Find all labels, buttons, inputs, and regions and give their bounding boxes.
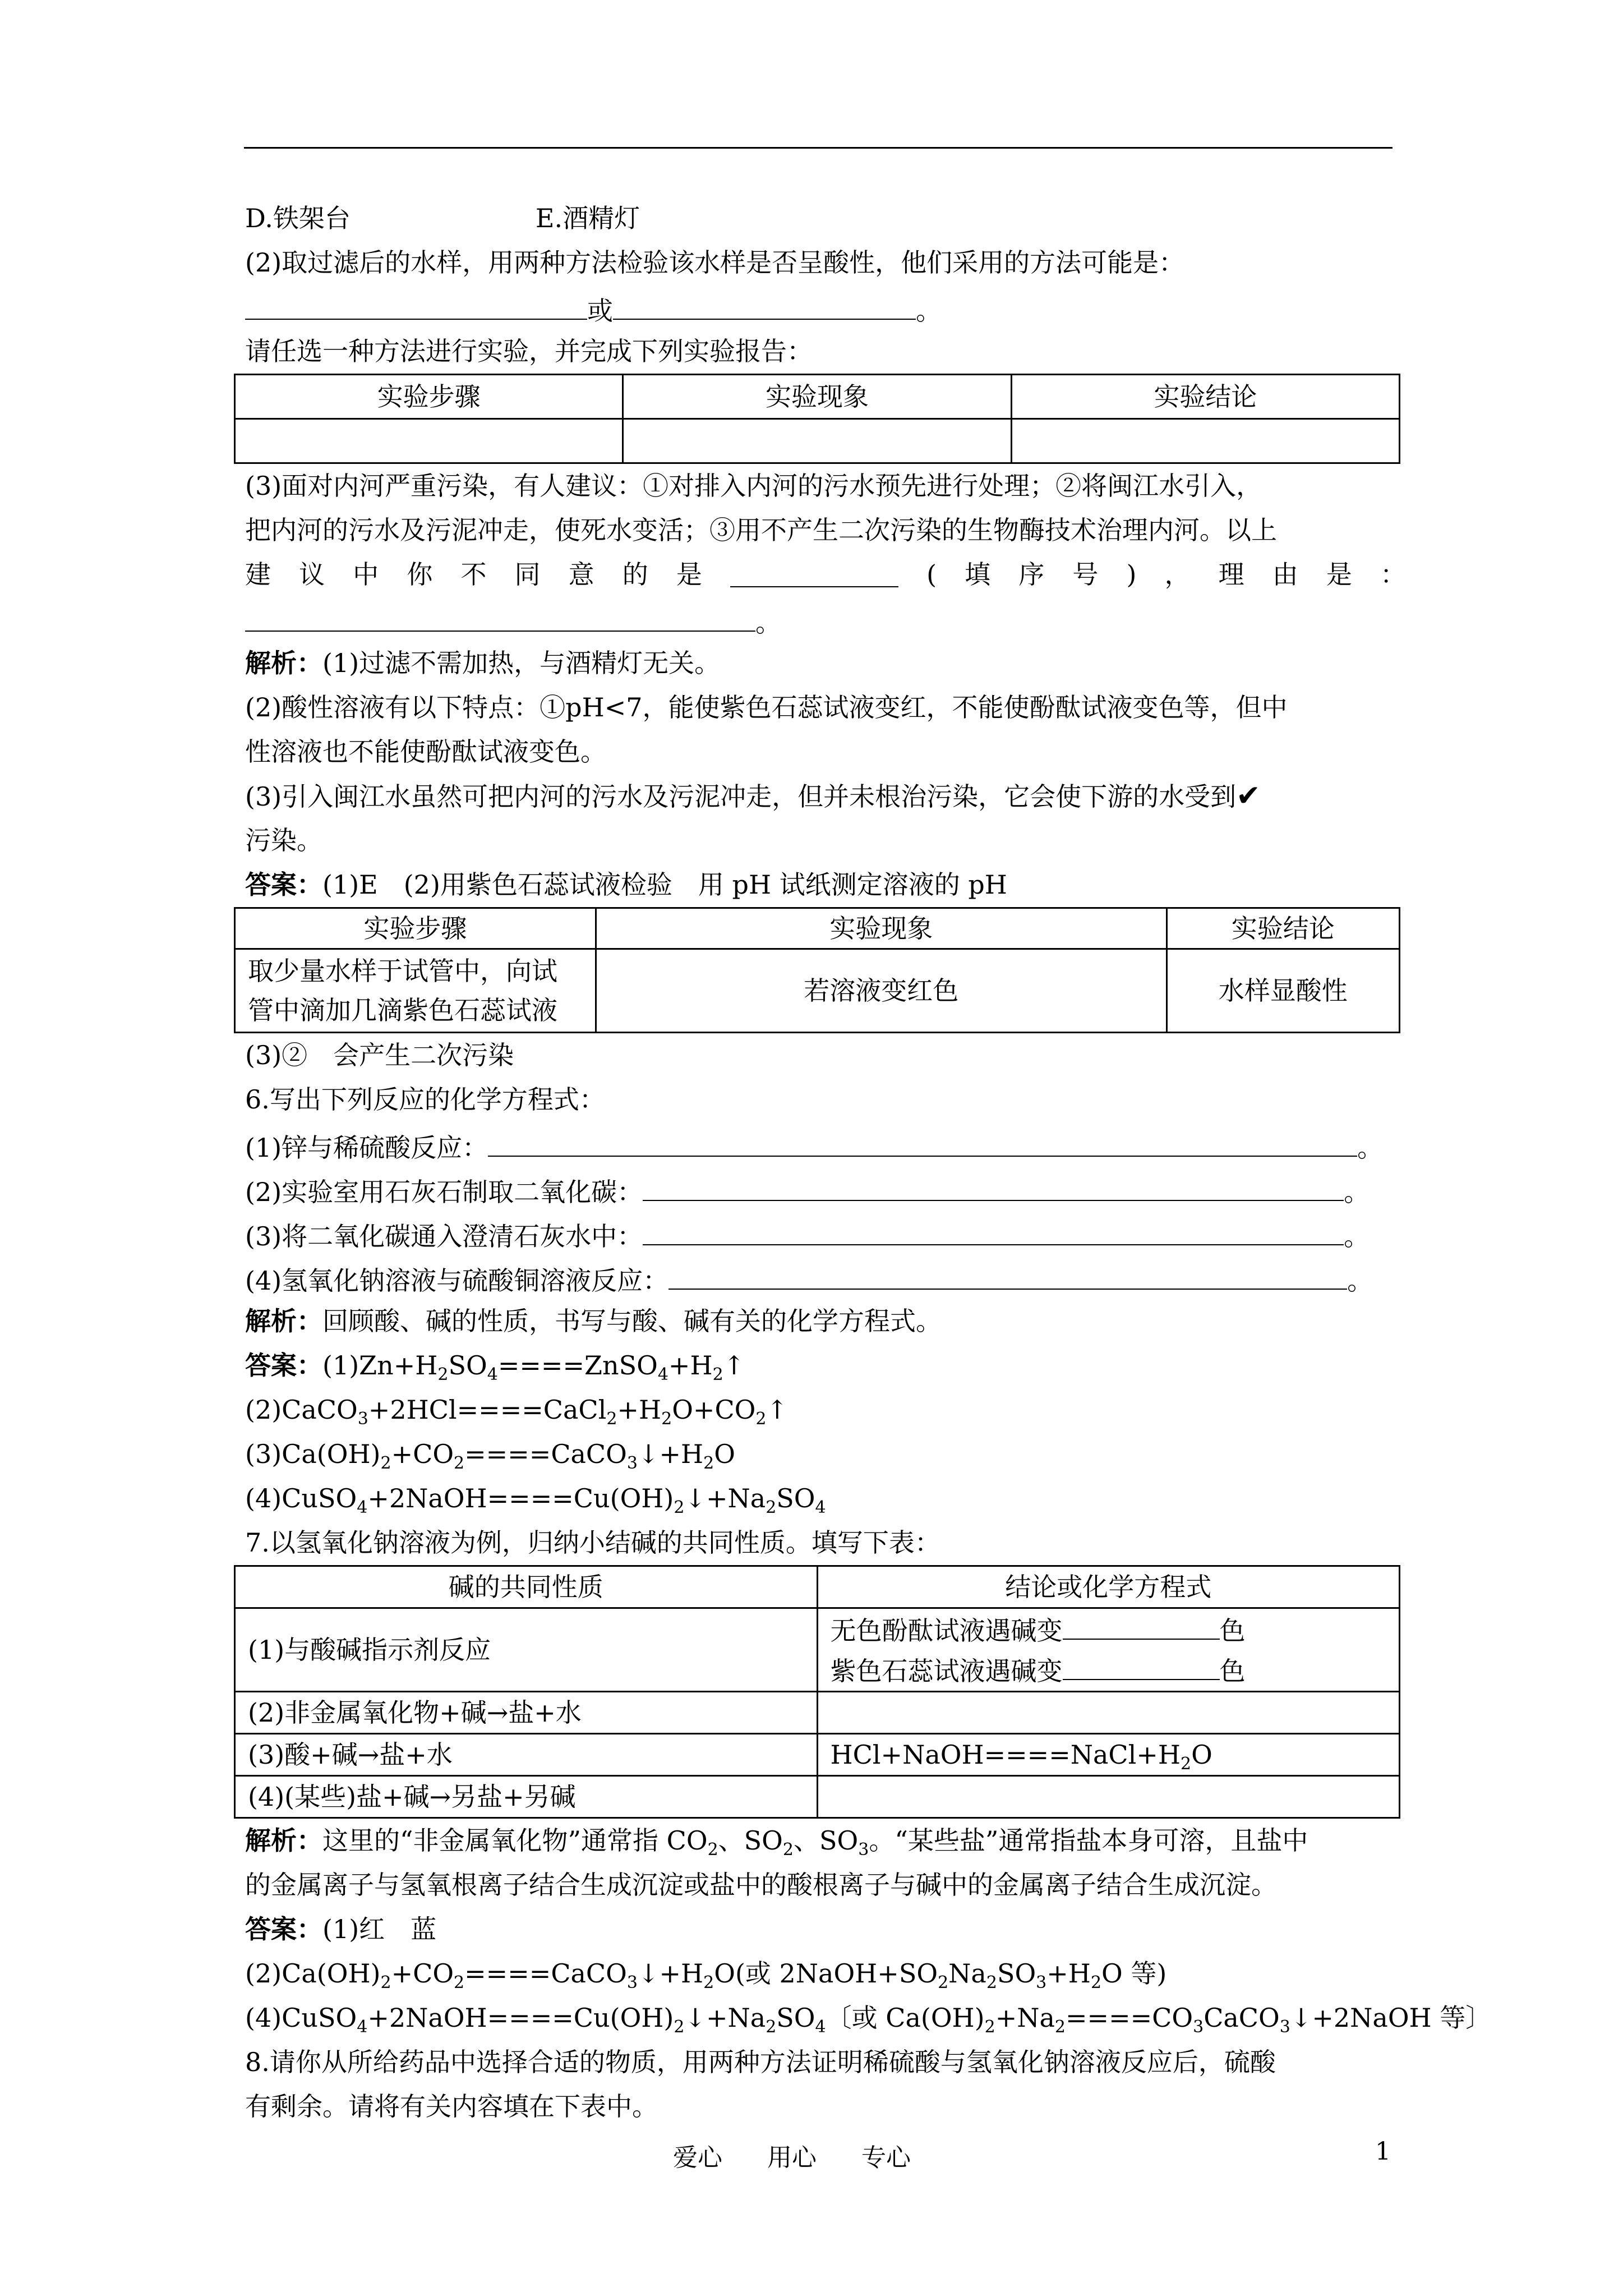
formula-part: HCl+NaOH====NaCl+H: [830, 1740, 1181, 1770]
check-mark-icon: ✔: [1236, 779, 1261, 813]
analysis-text: 、SO: [718, 1825, 783, 1856]
table-header: 实验结论: [1011, 375, 1399, 419]
table-header-row: [235, 375, 1400, 419]
formula-sub: 4: [487, 1365, 498, 1384]
formula-sub: 2: [782, 1840, 794, 1860]
table-cell-empty[interactable]: [817, 1692, 1400, 1734]
q5-part3-line1: (3)面对内河严重污染，有人建议：①对排入内河的污水预先进行处理；②将闽江水引入，: [245, 471, 1262, 501]
q7-analysis-line1: [245, 1819, 1406, 1863]
formula-sub: 3: [1193, 2017, 1204, 2037]
table-cell-empty[interactable]: [623, 419, 1011, 463]
cell-text: 无色酚酞试液遇碱变: [830, 1616, 1063, 1646]
answer-label: 答案：: [245, 1350, 322, 1381]
formula-part: ====CO: [1066, 2003, 1193, 2033]
table-cell: [235, 949, 596, 1033]
header-rule: [244, 147, 1393, 149]
formula-sub: 2: [1090, 1973, 1102, 1993]
period: 。: [916, 296, 942, 326]
formula-part: SO: [448, 1350, 487, 1381]
q5-part3-line2: 把内河的污水及污泥冲走，使死水变活；③用不产生二次污染的生物酶技术治理内河。以上: [245, 515, 1277, 545]
formula-part: ↓+2NaOH 等〕: [1290, 2003, 1492, 2033]
formula-part: O 等): [1101, 1958, 1167, 1989]
period: 。: [1344, 1221, 1370, 1251]
cell-text: 色: [1219, 1616, 1246, 1646]
cell-line: 取少量水样于试管中，向试: [248, 956, 557, 986]
item-label: (3)将二氧化碳通入澄清石灰水中：: [245, 1221, 643, 1251]
table-cell: 水样显酸性: [1166, 949, 1399, 1033]
formula-sub: 2: [1054, 2017, 1066, 2037]
cell-line: [831, 1609, 1399, 1650]
formula-part: O: [1191, 1740, 1212, 1770]
formula-sub: 2: [380, 1973, 391, 1993]
q5-options-line: [245, 196, 1406, 241]
formula-part: +H: [1046, 1958, 1091, 1989]
formula-sub: 2: [380, 1453, 391, 1473]
q6-item-2: [245, 1166, 1406, 1211]
q6-item-1: [245, 1122, 1406, 1166]
item-label: (1)锌与稀硫酸反应：: [245, 1133, 488, 1163]
q5-answer-table: [234, 907, 1400, 1033]
formula-part: O: [714, 1439, 735, 1469]
or-text: 或: [587, 296, 613, 326]
formula-sub: 2: [766, 2017, 777, 2037]
formula-sub: 2: [454, 1453, 465, 1473]
answer-blank[interactable]: [730, 553, 898, 587]
formula-part: +2HCl====CaCl: [368, 1395, 607, 1425]
formula-part: Na: [948, 1958, 986, 1989]
q5-part2: (2)取过滤后的水样，用两种方法检验该水样是否呈酸性，他们采用的方法可能是：: [245, 247, 1185, 278]
q5-analysis3-line2: 污染。: [245, 825, 322, 855]
text-token: 是: [676, 559, 702, 590]
formula-part: CaCO: [1204, 2003, 1280, 2033]
item-label: (2)实验室用石灰石制取二氧化碳：: [245, 1177, 643, 1207]
q7-answer1: [245, 1907, 1406, 1952]
table-row: [235, 1608, 1400, 1692]
answer-blank[interactable]: [1063, 1650, 1220, 1680]
analysis-label: 解析：: [245, 1306, 322, 1336]
option-e: E.酒精灯: [535, 203, 640, 233]
text-token: 不: [460, 559, 487, 590]
q6-answer-1: [245, 1343, 1406, 1388]
option-d: D.铁架台: [245, 203, 351, 233]
analysis-text: 这里的“非金属氧化物”通常指 CO: [322, 1825, 708, 1856]
cell-line: 管中滴加几滴紫色石蕊试液: [248, 995, 557, 1025]
analysis-text: 回顾酸、碱的性质，书写与酸、碱有关的化学方程式。: [322, 1306, 942, 1336]
q6-analysis: [245, 1299, 1406, 1343]
formula-sub: 2: [712, 1365, 723, 1384]
page-footer: [673, 2137, 956, 2173]
formula-sub: 2: [454, 1973, 465, 1993]
text-token: 的: [622, 559, 648, 590]
formula-part: +2NaOH====Cu(OH): [367, 1483, 674, 1513]
q6-title: 6.写出下列反应的化学方程式：: [245, 1084, 605, 1115]
formula-part: +CO: [391, 1439, 454, 1469]
period: 。: [1357, 1133, 1384, 1163]
cell-text: 色: [1219, 1656, 1246, 1686]
table-header: 实验步骤: [235, 908, 596, 949]
answer-label: 答案：: [245, 869, 322, 900]
formula-sub: 3: [1279, 2017, 1290, 2037]
q5-part3-line4: [245, 597, 1406, 641]
formula-sub: 3: [357, 1409, 368, 1429]
q5-answer1: [245, 863, 1406, 907]
q5-analysis2-line1: (2)酸性溶液有以下特点：①pH<7，能使紫色石蕊试液变红，不能使酚酞试液变色等，但中: [245, 692, 1288, 723]
formula-part: (4)CuSO: [245, 1483, 357, 1513]
analysis-text: (1)过滤不需加热，与酒精灯无关。: [322, 648, 721, 678]
table-cell: [817, 1734, 1400, 1776]
period: 。: [1344, 1177, 1370, 1207]
q7-answer4: [245, 1996, 1492, 2040]
page-number: 1: [1375, 2137, 1391, 2166]
table-row: [235, 1776, 1400, 1818]
answer-text: (1)E (2)用紫色石蕊试液检验 用 pH 试纸测定溶液的 pH: [322, 869, 1007, 900]
table-cell: 若溶液变红色: [596, 949, 1166, 1033]
q6-item-3: [245, 1211, 1406, 1255]
q5-analysis2-line2: 性溶液也不能使酚酞试液变色。: [245, 737, 606, 767]
formula-part: (2)Ca(OH): [245, 1958, 381, 1989]
q5-report-table: [234, 374, 1400, 464]
formula-sub: 3: [626, 1453, 638, 1473]
text-token: 理: [1218, 559, 1244, 590]
q6-answer-2: [245, 1388, 1406, 1432]
formula-sub: 2: [766, 1498, 777, 1517]
table-cell: (3)酸+碱→盐+水: [235, 1734, 818, 1776]
formula-part: SO: [776, 2003, 815, 2033]
table-header: 实验现象: [596, 908, 1166, 949]
q5-part2-blanks: [245, 285, 1406, 329]
q7-answer2: [245, 1952, 1406, 1996]
formula-part: (4)CuSO: [245, 2003, 357, 2033]
text-token: 建: [245, 559, 271, 590]
text-token: 你: [407, 559, 433, 590]
text-token: 序: [1018, 559, 1045, 590]
q5-part3-line3: [245, 553, 1406, 597]
cell-text: 紫色石蕊试液遇碱变: [830, 1656, 1063, 1686]
formula-sub: 2: [437, 1365, 449, 1384]
formula-sub: 4: [357, 1498, 368, 1517]
period: 。: [1347, 1266, 1373, 1296]
formula-part: +H: [668, 1350, 713, 1381]
formula-part: O(或 2NaOH+SO: [714, 1958, 938, 1989]
formula-part: ↓+H: [637, 1439, 704, 1469]
table-header: 实验现象: [623, 375, 1011, 419]
table-cell: [817, 1608, 1400, 1692]
formula-part: (1)Zn+H: [322, 1350, 438, 1381]
formula-part: ↑: [766, 1395, 789, 1425]
answer-blank[interactable]: [245, 597, 755, 632]
cell-line: [831, 1650, 1399, 1690]
formula-part: ↑: [723, 1350, 745, 1381]
table-cell-empty[interactable]: [235, 419, 623, 463]
q5-answer3: (3)② 会产生二次污染: [245, 1040, 514, 1070]
formula-part: ====ZnSO: [497, 1350, 658, 1381]
table-header: 实验结论: [1166, 908, 1399, 949]
text-token: 中: [353, 559, 379, 590]
answer-blank[interactable]: [1063, 1609, 1220, 1640]
text-token: 填: [965, 559, 991, 590]
formula-sub: 2: [674, 2017, 685, 2037]
formula-part: (3)Ca(OH): [245, 1439, 381, 1469]
q8-line2: 有剩余。请将有关内容填在下表中。: [245, 2091, 658, 2122]
text-token: 号: [1072, 559, 1099, 590]
table-cell: (2)非金属氧化物+碱→盐+水: [235, 1692, 818, 1734]
analysis-label: 解析：: [245, 1825, 322, 1856]
text-token: 由: [1272, 559, 1298, 590]
analysis-text: (3)引入闽江水虽然可把内河的污水及污泥冲走，但并未根治污染，它会使下游的水受到: [245, 781, 1237, 812]
formula-part: +2NaOH====Cu(OH): [367, 2003, 674, 2033]
text-token: ，: [1164, 559, 1191, 590]
period: 。: [755, 608, 781, 638]
footer-item: 爱心: [673, 2143, 722, 2172]
table-row: [235, 1734, 1400, 1776]
q7-analysis-line2: 的金属离子与氢氧根离子结合生成沉淀或盐中的酸根离子与碱中的金属离子结合生成沉淀。: [245, 1870, 1277, 1900]
table-row: [235, 949, 1400, 1033]
q5-analysis1: [245, 641, 1406, 685]
text-token: (: [926, 559, 937, 590]
analysis-text: 。“某些盐”通常指盐本身可溶，且盐中: [869, 1825, 1308, 1856]
table-header: 结论或化学方程式: [817, 1566, 1400, 1608]
formula-part: +Na: [995, 2003, 1055, 2033]
footer-item: 用心: [767, 2143, 817, 2172]
formula-part: +CO: [391, 1958, 454, 1989]
table-cell: (1)与酸碱指示剂反应: [235, 1608, 818, 1692]
formula-part: (2)CaCO: [245, 1395, 358, 1425]
table-cell-empty[interactable]: [1011, 419, 1399, 463]
text-token: 议: [299, 559, 325, 590]
formula-sub: 2: [606, 1409, 617, 1429]
formula-sub: 2: [674, 1498, 685, 1517]
text-token: 意: [568, 559, 594, 590]
formula-sub: 4: [815, 2017, 826, 2037]
formula-sub: 4: [815, 1498, 826, 1517]
formula-sub: 3: [858, 1840, 869, 1860]
answer-blank[interactable]: [613, 285, 916, 320]
formula-part: O+CO: [672, 1395, 756, 1425]
formula-part: ↓+Na: [684, 2003, 766, 2033]
formula-sub: 3: [1036, 1973, 1047, 1993]
q6-answer-3: [245, 1432, 1406, 1476]
table-row: [235, 1692, 1400, 1734]
text-token: 是: [1326, 559, 1352, 590]
formula-part: SO: [776, 1483, 815, 1513]
formula-sub: 2: [703, 1453, 714, 1473]
formula-sub: 4: [657, 1365, 668, 1384]
q5-analysis3-line1: [245, 774, 1406, 818]
formula-part: ====CaCO: [464, 1958, 627, 1989]
formula-sub: 2: [984, 2017, 995, 2037]
text-token: ：: [1380, 559, 1406, 590]
formula-part: ====CaCO: [464, 1439, 627, 1469]
formula-sub: 4: [357, 2017, 368, 2037]
answer-blank[interactable]: [643, 1211, 1344, 1245]
formula-sub: 3: [626, 1973, 638, 1993]
q8-line1: 8.请你从所给药品中选择合适的物质，用两种方法证明稀硫酸与氢氧化钠溶液反应后，硫酸: [245, 2047, 1276, 2077]
table-cell-empty[interactable]: [817, 1776, 1400, 1818]
formula-part: 〔或 Ca(OH): [826, 2003, 985, 2033]
answer-blank[interactable]: [668, 1255, 1347, 1290]
formula-sub: 2: [661, 1409, 672, 1429]
answer-blank[interactable]: [488, 1122, 1357, 1157]
table-row: [235, 419, 1400, 463]
q6-answer-4: [245, 1476, 1406, 1521]
footer-item: 专心: [861, 2143, 911, 2172]
formula-sub: 2: [1180, 1754, 1192, 1774]
formula-part: ↓+H: [637, 1958, 704, 1989]
formula-sub: 2: [703, 1973, 714, 1993]
table-header: 碱的共同性质: [235, 1566, 818, 1608]
table-cell: (4)(某些)盐+碱→另盐+另碱: [235, 1776, 818, 1818]
formula-sub: 2: [986, 1973, 997, 1993]
formula-part: ↓+Na: [684, 1483, 766, 1513]
formula-sub: 2: [938, 1973, 949, 1993]
q7-title: 7.以氢氧化钠溶液为例，归纳小结碱的共同性质。填写下表：: [245, 1527, 940, 1558]
text-token: ): [1126, 559, 1137, 590]
formula-part: +H: [617, 1395, 662, 1425]
analysis-text: 、SO: [794, 1825, 859, 1856]
formula-sub: 2: [755, 1409, 767, 1429]
text-token: 同: [514, 559, 541, 590]
q5-select-one: 请任选一种方法进行实验，并完成下列实验报告：: [245, 336, 813, 366]
item-label: (4)氢氧化钠溶液与硫酸铜溶液反应：: [245, 1266, 669, 1296]
document-body: [245, 196, 1492, 2129]
answer-blank[interactable]: [245, 285, 587, 320]
table-header-row: [235, 1566, 1400, 1608]
answer-text: (1)红 蓝: [322, 1914, 437, 1944]
table-header-row: [235, 908, 1400, 949]
q7-table: [234, 1565, 1400, 1819]
q6-item-4: [245, 1255, 1406, 1299]
analysis-label: 解析：: [245, 648, 322, 678]
answer-label: 答案：: [245, 1914, 322, 1944]
formula-part: SO: [997, 1958, 1036, 1989]
formula-sub: 2: [707, 1840, 718, 1860]
table-header: 实验步骤: [235, 375, 623, 419]
answer-blank[interactable]: [643, 1166, 1344, 1201]
